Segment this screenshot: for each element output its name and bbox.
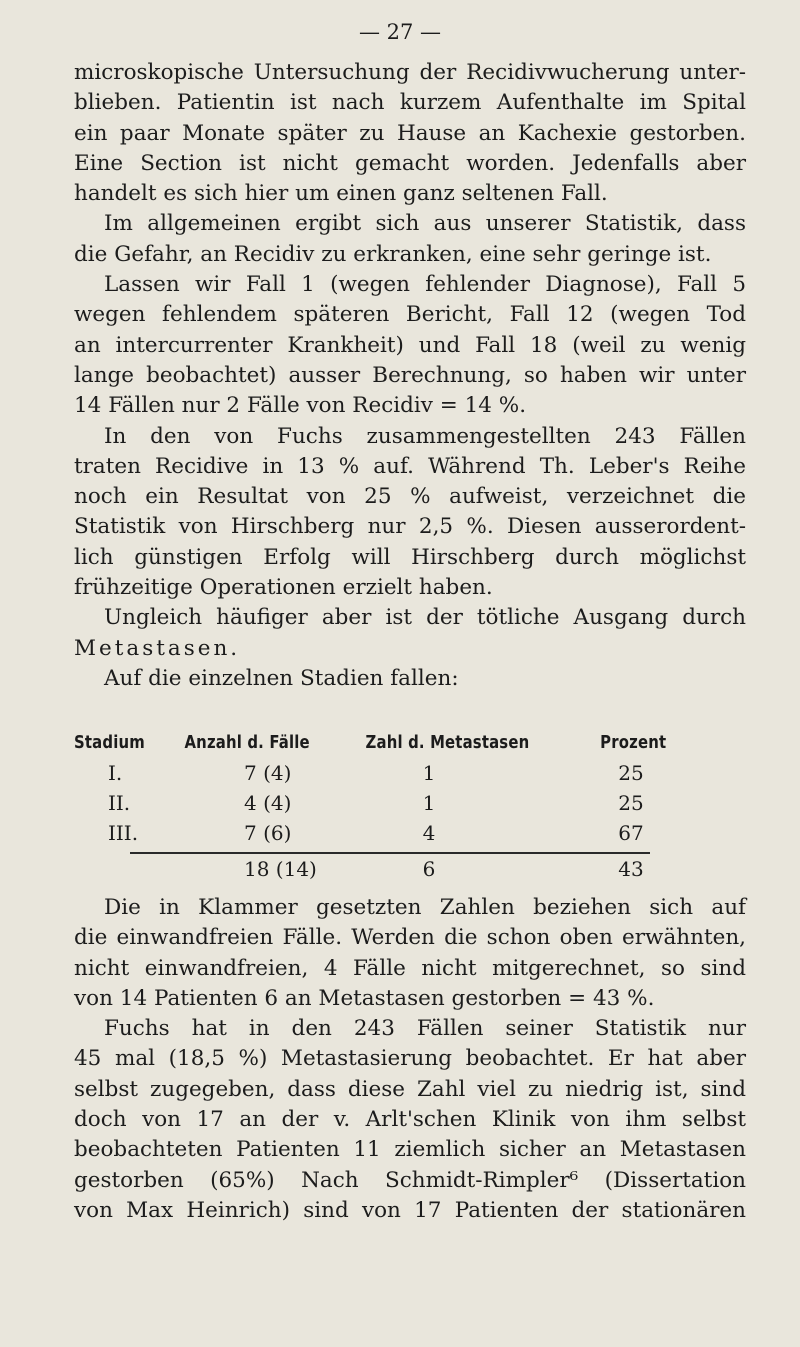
text-line: nicht einwandfreien, 4 Fälle nicht mitgerechnet, so sind [74,955,746,981]
page-number: — 27 — [358,20,442,44]
table-total-row [74,854,654,884]
cell-stadium: III. [108,821,139,845]
cell-anzahl: 7 (4) [244,761,292,785]
text-line: Lassen wir Fall 1 (wegen fehlender Diagnose), Fall 5 [104,272,746,298]
table-row [74,788,654,818]
text-line: handelt es sich hier um einen ganz seltenen Fall. [74,181,608,207]
text-line: 14 Fällen nur 2 Fälle von Recidiv = 14 %. [74,393,527,419]
text-line: Metastasen. [74,635,241,661]
cell-total-anzahl: 18 (14) [244,857,317,881]
cell-anzahl: 7 (6) [244,821,292,845]
text-line: Fuchs hat in den 243 Fällen seiner Statistik nur [104,1016,746,1042]
text-line: lich günstigen Erfolg will Hirschberg durch möglichst [74,544,746,570]
text-line: lange beobachtet) ausser Berechnung, so haben wir unter [74,362,746,388]
table-row [74,758,654,788]
text-line: die einwandfreien Fälle. Werden die schon oben erwähnten, [74,925,746,951]
table-header-row [74,728,667,758]
text-line: traten Recidive in 13 % auf. Während Th. Leber's Reihe [74,453,746,479]
text-line: Eine Section ist nicht gemacht worden. Jedenfalls aber [74,150,746,176]
cell-metastasen: 1 [422,791,436,815]
text-line: doch von 17 an der v. Arlt'schen Klinik von ihm selbst [74,1107,746,1133]
text-line: microskopische Untersuchung der Recidivwucherung unter- [74,60,746,85]
text-line: Statistik von Hirschberg nur 2,5 %. Diesen ausserordent- [74,514,746,540]
cell-anzahl: 4 (4) [244,791,292,815]
text-line: ein paar Monate später zu Hause an Kachexie gestorben. [74,120,746,146]
table-total [74,854,654,884]
text-line: noch ein Resultat von 25 % aufweist, verzeichnet die [74,484,746,510]
body-text-top [74,58,746,694]
body-text-bottom [74,893,746,1226]
cell-stadium: II. [108,791,131,815]
text-line: blieben. Patientin ist nach kurzem Aufenthalte im Spital [74,90,746,116]
cell-metastasen: 1 [422,761,436,785]
text-line: von Max Heinrich) sind von 17 Patienten der stationären [74,1197,746,1223]
header-stadium: Stadium [74,733,145,753]
cell-total-metastasen: 6 [422,857,436,881]
text-line: frühzeitige Operationen erzielt haben. [74,575,493,601]
text-line: beobachteten Patienten 11 ziemlich sicher an Metastasen [74,1137,746,1163]
text-line: Ungleich häufiger aber ist der tötliche Ausgang durch [104,605,746,631]
text-line: selbst zugegeben, dass diese Zahl viel zu niedrig ist, sind [74,1076,746,1102]
text-line: Die in Klammer gesetzten Zahlen beziehen sich auf [104,895,746,920]
text-line: die Gefahr, an Recidiv zu erkranken, eine sehr geringe ist. [74,241,712,267]
cell-metastasen: 4 [422,821,436,845]
header-metastasen: Zahl d. Metastasen [365,733,530,753]
cell-prozent: 67 [618,821,644,845]
cell-stadium: I. [108,761,123,785]
text-line: von 14 Patienten 6 an Metastasen gestorben = 43 %. [74,985,655,1011]
text-line: 45 mal (18,5 %) Metastasierung beobachtet. Er hat aber [74,1046,746,1072]
text-line: Im allgemeinen ergibt sich aus unserer Statistik, dass [104,211,746,237]
text-line: an intercurrenter Krankheit) und Fall 18 (weil zu wenig [74,332,746,358]
header-prozent: Prozent [600,733,667,753]
cell-prozent: 25 [618,791,644,815]
stadium-table [74,728,667,848]
table-row [74,818,654,848]
text-line: Auf die einzelnen Stadien fallen: [104,665,459,691]
text-line: wegen fehlendem späteren Bericht, Fall 12 (wegen Tod [74,302,746,328]
text-line: gestorben (65%) Nach Schmidt-Rimpler⁶ (Dissertation [74,1167,746,1193]
header-anzahl: Anzahl d. Fälle [184,733,310,753]
cell-total-prozent: 43 [618,857,644,881]
cell-prozent: 25 [618,761,644,785]
text-line: In den von Fuchs zusammengestellten 243 Fällen [104,423,746,449]
